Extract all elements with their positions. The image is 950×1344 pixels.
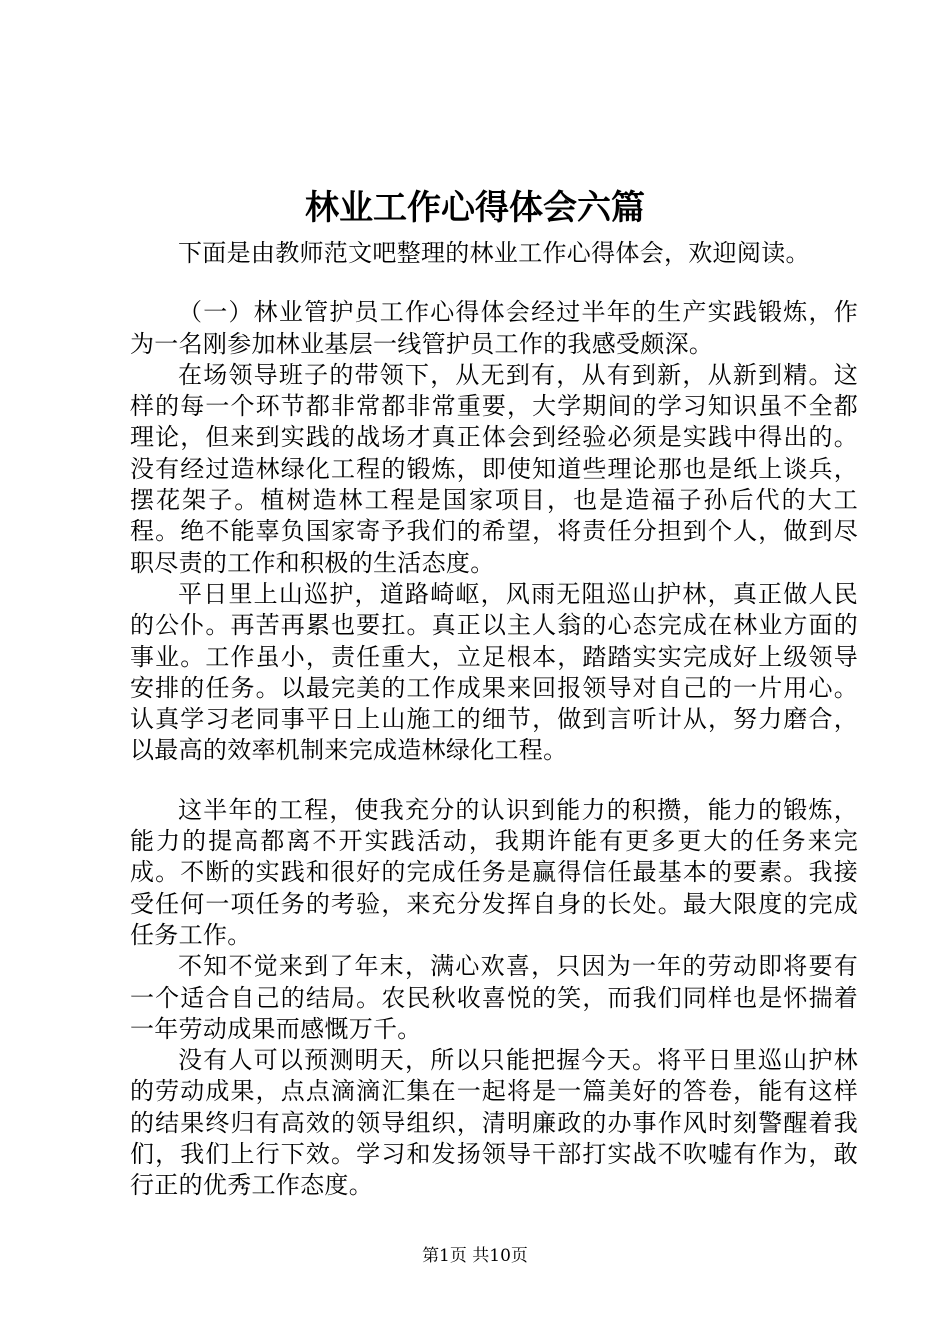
intro-paragraph: 下面是由教师范文吧整理的林业工作心得体会，欢迎阅读。: [178, 239, 810, 267]
body-paragraph: 这半年的工程，使我充分的认识到能力的积攒，能力的锻炼，能力的提高都离不开实践活动，我期许能有更多更大的任务来完成。不断的实践和很好的完成任务是赢得信任最基本的要素。我接受任何一项任务的考验，来充分发挥自身的长处。最大限度的完成任务工作。: [130, 795, 858, 949]
body-paragraph: 不知不觉来到了年末，满心欢喜，只因为一年的劳动即将要有一个适合自己的结局。农民秋收喜悦的笑，而我们同样也是怀揣着一年劳动成果而感慨万千。: [130, 952, 858, 1043]
body-paragraph: 平日里上山巡护，道路崎岖，风雨无阻巡山护林，真正做人民的公仆。再苦再累也要扛。真正以主人翁的心态完成在林业方面的事业。工作虽小，责任重大，立足根本，踏踏实实完成好上级领导安排的任务。以最完美的工作成果来回报领导对自己的一片用心。认真学习老同事平日上山施工的细节，做到言听计从，努力磨合，以最高的效率机制来完成造林绿化工程。: [130, 579, 858, 765]
body-paragraph: （一）林业管护员工作心得体会经过半年的生产实践锻炼，作为一名刚参加林业基层一线管护员工作的我感受颇深。: [130, 298, 858, 358]
document-body: [130, 238, 858, 1202]
document-title: 林业工作心得体会六篇: [305, 188, 645, 228]
body-paragraph: 没有人可以预测明天，所以只能把握今天。将平日里巡山护林的劳动成果，点点滴滴汇集在一起将是一篇美好的答卷，能有这样的结果终归有高效的领导组织，清明廉政的办事作风时刻警醒着我们，我们上行下效。学习和发扬领导干部打实战不吹嘘有作为，敢行正的优秀工作态度。: [130, 1046, 858, 1200]
page-number: 第1页 共10页: [422, 1246, 528, 1266]
body-paragraph: 在场领导班子的带领下，从无到有，从有到新，从新到精。这样的每一个环节都非常都非常重要，大学期间的学习知识虽不全都理论，但来到实践的战场才真正体会到经验必须是实践中得出的。没有经过造林绿化工程的锻炼，即使知道些理论那也是纸上谈兵，摆花架子。植树造林工程是国家项目，也是造福子孙后代的大工程。绝不能辜负国家寄予我们的希望，将责任分担到个人，做到尽职尽责的工作和积极的生活态度。: [130, 360, 858, 577]
